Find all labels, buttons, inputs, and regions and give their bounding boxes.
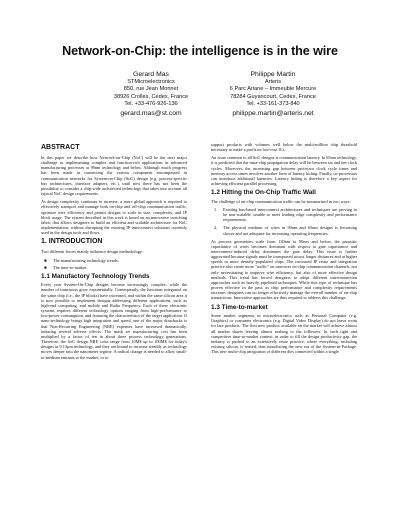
author-name: Gerard Mas bbox=[133, 71, 169, 78]
abstract-heading: ABSTRACT bbox=[41, 144, 80, 151]
body-paragraph: An issue common to all SoC designs is communication latency. In 65nm technology, it is predicted that the intra-chip propagation delay will be between six and ten clock cycles. Moreover, the increasing gap between processor clock cycle times and memory access times involves another form of latency hiding. Finally, co-processors can introduce additional latencies. Latency hiding is therefore a key aspect for achieving efficient parallel processing. bbox=[211, 155, 357, 187]
body-paragraph: As process geometries scale from 130nm to 90nm and below, the parasitic capacitance of wires becomes dominant with respect to gate capacitance and interconnect-induced delay dominates the gate delay. This issue is further aggravated because signals must be transported across longer distances and at higher speeds in more densely populated chips. The increased IP reuse and integration practice also create more "traffic" on narrower on-chip communication channels, not only necessitating to improve wire efficiency, but also of more effective design methods. This trend has forced designers to adopt different interconnection approaches such as heavily pipelined techniques. While this type of technique has proven effective in the past, as chip performance and complexity requirements increase, designers can no longer effectively manage the overall number of on-chip transactions. Innovative approaches are thus required to address this challenge. bbox=[211, 238, 357, 301]
author-block-2 bbox=[188, 71, 358, 118]
list-item: ■ The manufacturing technology trends; bbox=[44, 257, 119, 263]
author-phone: Tel. +33-161-373-840 bbox=[246, 101, 300, 108]
abstract-paragraph: In this paper we describe how Network-on-Chip (NoC) will be the next major challenge to implementing complex and function-rich applications in advanced manufacturing processes at 90nm technology and below. Although much progress has been made in connecting the various component encompassed in communication networks for System-on-Chip (SoC) design (e.g. process-specific bus architectures, interface adapters, etc.), until now there has not been the possibility to consider a chip-wide architected technology that takes into account all typical NoC design requirements. bbox=[41, 155, 187, 197]
author-email: gerard.mas@st.com bbox=[120, 109, 182, 117]
body-paragraph: Every year System-On-Chip designs become increasingly complex, while the number of transistors grow exponentially. Consequently, the functions integrated on the same chip (i.e., the IP blocks) have increased, and within the same silicon area it is now possible to implement designs addressing different applications, such as high-end computing, and mobile and Radio Frequency. Each of these electronic systems requires different technology options ranging from high-performance to low-power consumption, and featuring the characteristics of the target application. If nano-technology brings high integration and speed, one of the major drawbacks is that Non-Recurring Engineering (NRE) expenses have increased dramatically, inducing several adverse effects. The mask set manufacturing cost has been multiplied by a factor of ten in about three process technology generations. Therefore, the SoC design NRE costs range from 10M$ up to 100M$ for today's designs in 0.13µm technology, and they are bound to increase steadily as technology moves deeper into the nanometer regime. A radical change is needed to allow small-to-medium entrants to the market, or to bbox=[41, 282, 187, 360]
bullet-icon: ■ bbox=[44, 257, 47, 263]
author-org: Arteris bbox=[264, 79, 282, 85]
author-org: STMicroelectronics bbox=[127, 79, 175, 85]
section-heading-1-3: 1.3 Time-to-market bbox=[211, 303, 268, 311]
body-paragraph: support products with volumes well below the multi-million chip threshold necessary to make a profit on low-cost ICs. bbox=[211, 142, 357, 153]
body-paragraph: Some market segments in microelectronics such as Personal Computer (e.g. Graphics) or consumer electronics (e.g. Digital Video Display) do not leave room for late products. The first new product available on the market will achieve almost all market shares leaving almost nothing to the followers. In such tight and competitive time-to-market context, in order to fill the design productivity gap, the industry is pushed to an extensively reuse practice, where everything, including existing silicon, is reused, thus introducing the new era of the System-in-Package. This new multi-chip integration of different dies connected within a single bbox=[211, 313, 357, 355]
abstract-paragraph: As design complexity continues to increase, a more global approach is required to effectively transport and manage both on-chip and off-chip communication traffic, optimize wire efficiency and permit designs to scale in size, complexity, and IP block usage. The system described in this work is based on an innovative switching fabric that allows designers to build an efficient and scalable architecture for NoC implementation, without disrupting the existing IP interconnect solutions currently used in the design tools and flows. bbox=[41, 199, 187, 236]
body-paragraph: The challenge of on-chip communication traffic can be summarized in two ways: bbox=[211, 198, 351, 204]
section-heading-introduction: 1. INTRODUCTION bbox=[41, 238, 103, 246]
list-item: ■ The time-to-market. bbox=[44, 264, 88, 270]
list-item: 1. Existing bus-based interconnect architectures and techniques are proving to be non-scalable, unable to meet leading edge complexity and performance requirements; bbox=[214, 206, 357, 223]
author-address-line: 78284 Guyancourt, Cedex, France bbox=[230, 93, 316, 100]
author-phone: Tel. +33-476-926-136 bbox=[124, 101, 178, 108]
author-address-line: 38926 Crolles, Cedex, France bbox=[113, 93, 189, 100]
author-address-line: 6 Parc Ariane – Immeuble Mercure bbox=[229, 86, 317, 93]
section-heading-1-1: 1.1 Manufactory Technology Trends bbox=[41, 272, 150, 280]
right-column bbox=[211, 142, 357, 357]
author-email: philippe.martin@arteris.net bbox=[232, 109, 314, 117]
paper-title: Network-on-Chip: the intelligence is in the wire bbox=[62, 44, 338, 58]
intro-lead: Two different forces mainly influence design methodology: bbox=[41, 249, 144, 255]
section-heading-1-2: 1.2 Hitting the On-Chip Traffic Wall bbox=[211, 189, 316, 197]
author-address-line: 850, rue Jean Monnet bbox=[123, 86, 179, 93]
author-name: Philippe Martin bbox=[250, 71, 296, 78]
bullet-icon: ■ bbox=[44, 264, 47, 270]
left-column bbox=[41, 142, 187, 363]
list-item: 2. The physical medium of wires in 90nm and 65nm designs is becoming slower and not adequate for increasing operating frequencies. bbox=[214, 225, 357, 236]
